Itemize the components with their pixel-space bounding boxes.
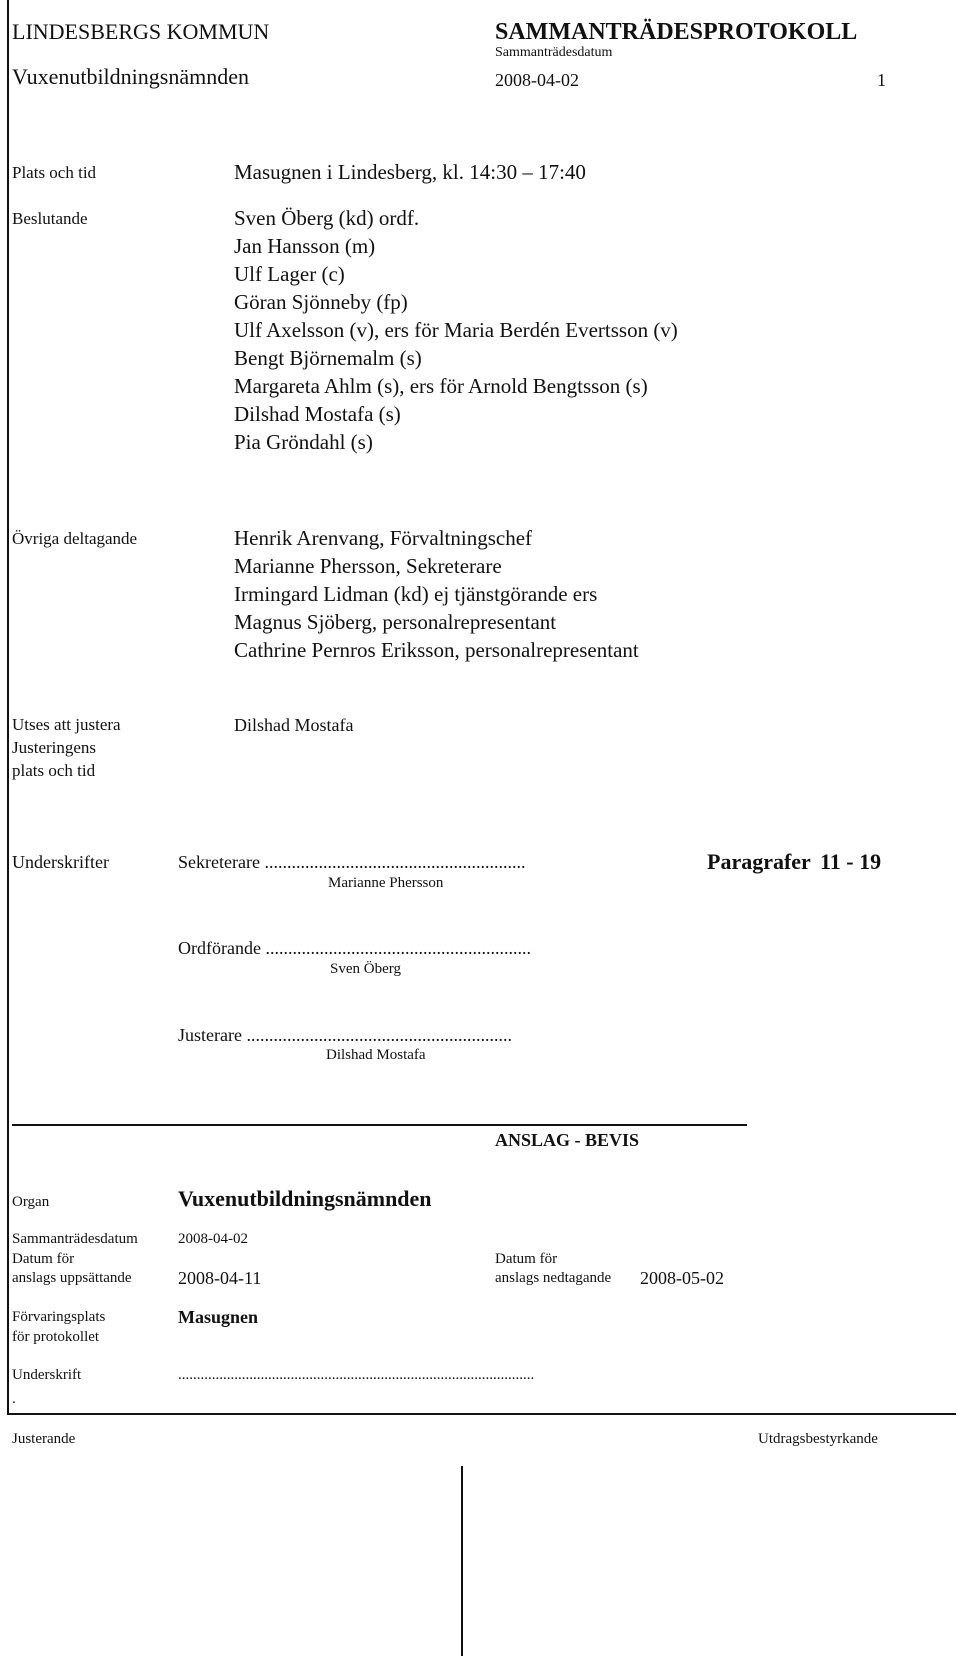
stray-mark: . — [12, 1391, 16, 1407]
chair-name: Sven Öberg — [330, 961, 401, 977]
adjust-place-label-2: plats och tid — [12, 761, 96, 780]
list-item: Margareta Ahlm (s), ers för Arnold Bengtsson (s) — [234, 374, 648, 398]
anslag-top-line — [12, 1124, 747, 1126]
list-item: Marianne Phersson, Sekreterare — [234, 554, 502, 578]
posted-label-1: Datum för — [12, 1251, 75, 1267]
page-number: 1 — [877, 70, 886, 90]
adjust-place-label-1: Justeringens — [12, 738, 97, 757]
list-item: Pia Gröndahl (s) — [234, 430, 373, 454]
committee-name: Vuxenutbildningsnämnden — [12, 64, 249, 89]
place-value: Masugnen i Lindesberg, kl. 14:30 – 17:40 — [234, 160, 586, 184]
storage-label-2: för protokollet — [12, 1329, 100, 1345]
list-item: Bengt Björnemalm (s) — [234, 346, 422, 370]
secretary-line: Sekreterare .......................................................... — [178, 852, 526, 872]
storage-label-1: Förvaringsplats — [12, 1309, 106, 1325]
posted-label-2: anslags uppsättande — [12, 1270, 132, 1286]
left-border-line — [7, 0, 9, 1415]
meeting-date: 2008-04-02 — [495, 70, 579, 90]
list-item: Henrik Arenvang, Förvaltningschef — [234, 526, 533, 550]
organ-value: Vuxenutbildningsnämnden — [178, 1186, 432, 1211]
list-item: Ulf Axelsson (v), ers för Maria Berdén Evertsson (v) — [234, 318, 678, 342]
deciding-label: Beslutande — [12, 209, 88, 228]
removed-label-2: anslags nedtagande — [495, 1270, 612, 1286]
anslag-title: ANSLAG - BEVIS — [495, 1130, 640, 1150]
list-item: Cathrine Pernros Eriksson, personalrepresentant — [234, 638, 639, 662]
meeting-date-value: 2008-04-02 — [178, 1231, 248, 1247]
footer-divider-line — [461, 1466, 463, 1656]
list-item: Magnus Sjöberg, personalrepresentant — [234, 610, 557, 634]
signature-label: Underskrift — [12, 1367, 82, 1383]
removed-label-1: Datum för — [495, 1251, 558, 1267]
list-item: Sven Öberg (kd) ordf. — [234, 206, 420, 230]
others-list — [234, 524, 639, 664]
secretary-name: Marianne Phersson — [328, 875, 444, 891]
signatures-label: Underskrifter — [12, 852, 109, 872]
adjust-value: Dilshad Mostafa — [234, 715, 354, 735]
footer-top-line — [7, 1413, 956, 1415]
footer-right-label: Utdragsbestyrkande — [758, 1431, 878, 1447]
others-label: Övriga deltagande — [12, 529, 138, 548]
removed-value: 2008-05-02 — [640, 1268, 724, 1288]
doc-type: SAMMANTRÄDESPROTOKOLL — [495, 19, 858, 45]
meeting-date-label: Sammanträdesdatum — [12, 1231, 138, 1247]
list-item: Irmingard Lidman (kd) ej tjänstgörande ers — [234, 582, 598, 606]
adjust-label: Utses att justera — [12, 715, 121, 734]
storage-value: Masugnen — [178, 1307, 259, 1327]
list-item: Dilshad Mostafa (s) — [234, 402, 401, 426]
list-item: Göran Sjönneby (fp) — [234, 290, 408, 314]
posted-value: 2008-04-11 — [178, 1268, 262, 1288]
chair-line: Ordförande ........................................................... — [178, 938, 531, 958]
signature-line: ............................................................................................... — [178, 1367, 535, 1383]
list-item: Jan Hansson (m) — [234, 234, 376, 258]
org-name: LINDESBERGS KOMMUN — [12, 19, 270, 44]
adjuster-line: Justerare ........................................................... — [178, 1025, 512, 1045]
organ-label: Organ — [12, 1194, 50, 1210]
paragraphs-value: 11 - 19 — [820, 849, 882, 874]
footer-left-label: Justerande — [12, 1431, 76, 1447]
list-item: Ulf Lager (c) — [234, 262, 345, 286]
adjuster-name: Dilshad Mostafa — [326, 1047, 426, 1063]
deciding-members-list — [234, 204, 678, 456]
paragraphs-label: Paragrafer — [707, 849, 811, 874]
date-label: Sammanträdesdatum — [495, 45, 613, 60]
place-label: Plats och tid — [12, 163, 97, 182]
